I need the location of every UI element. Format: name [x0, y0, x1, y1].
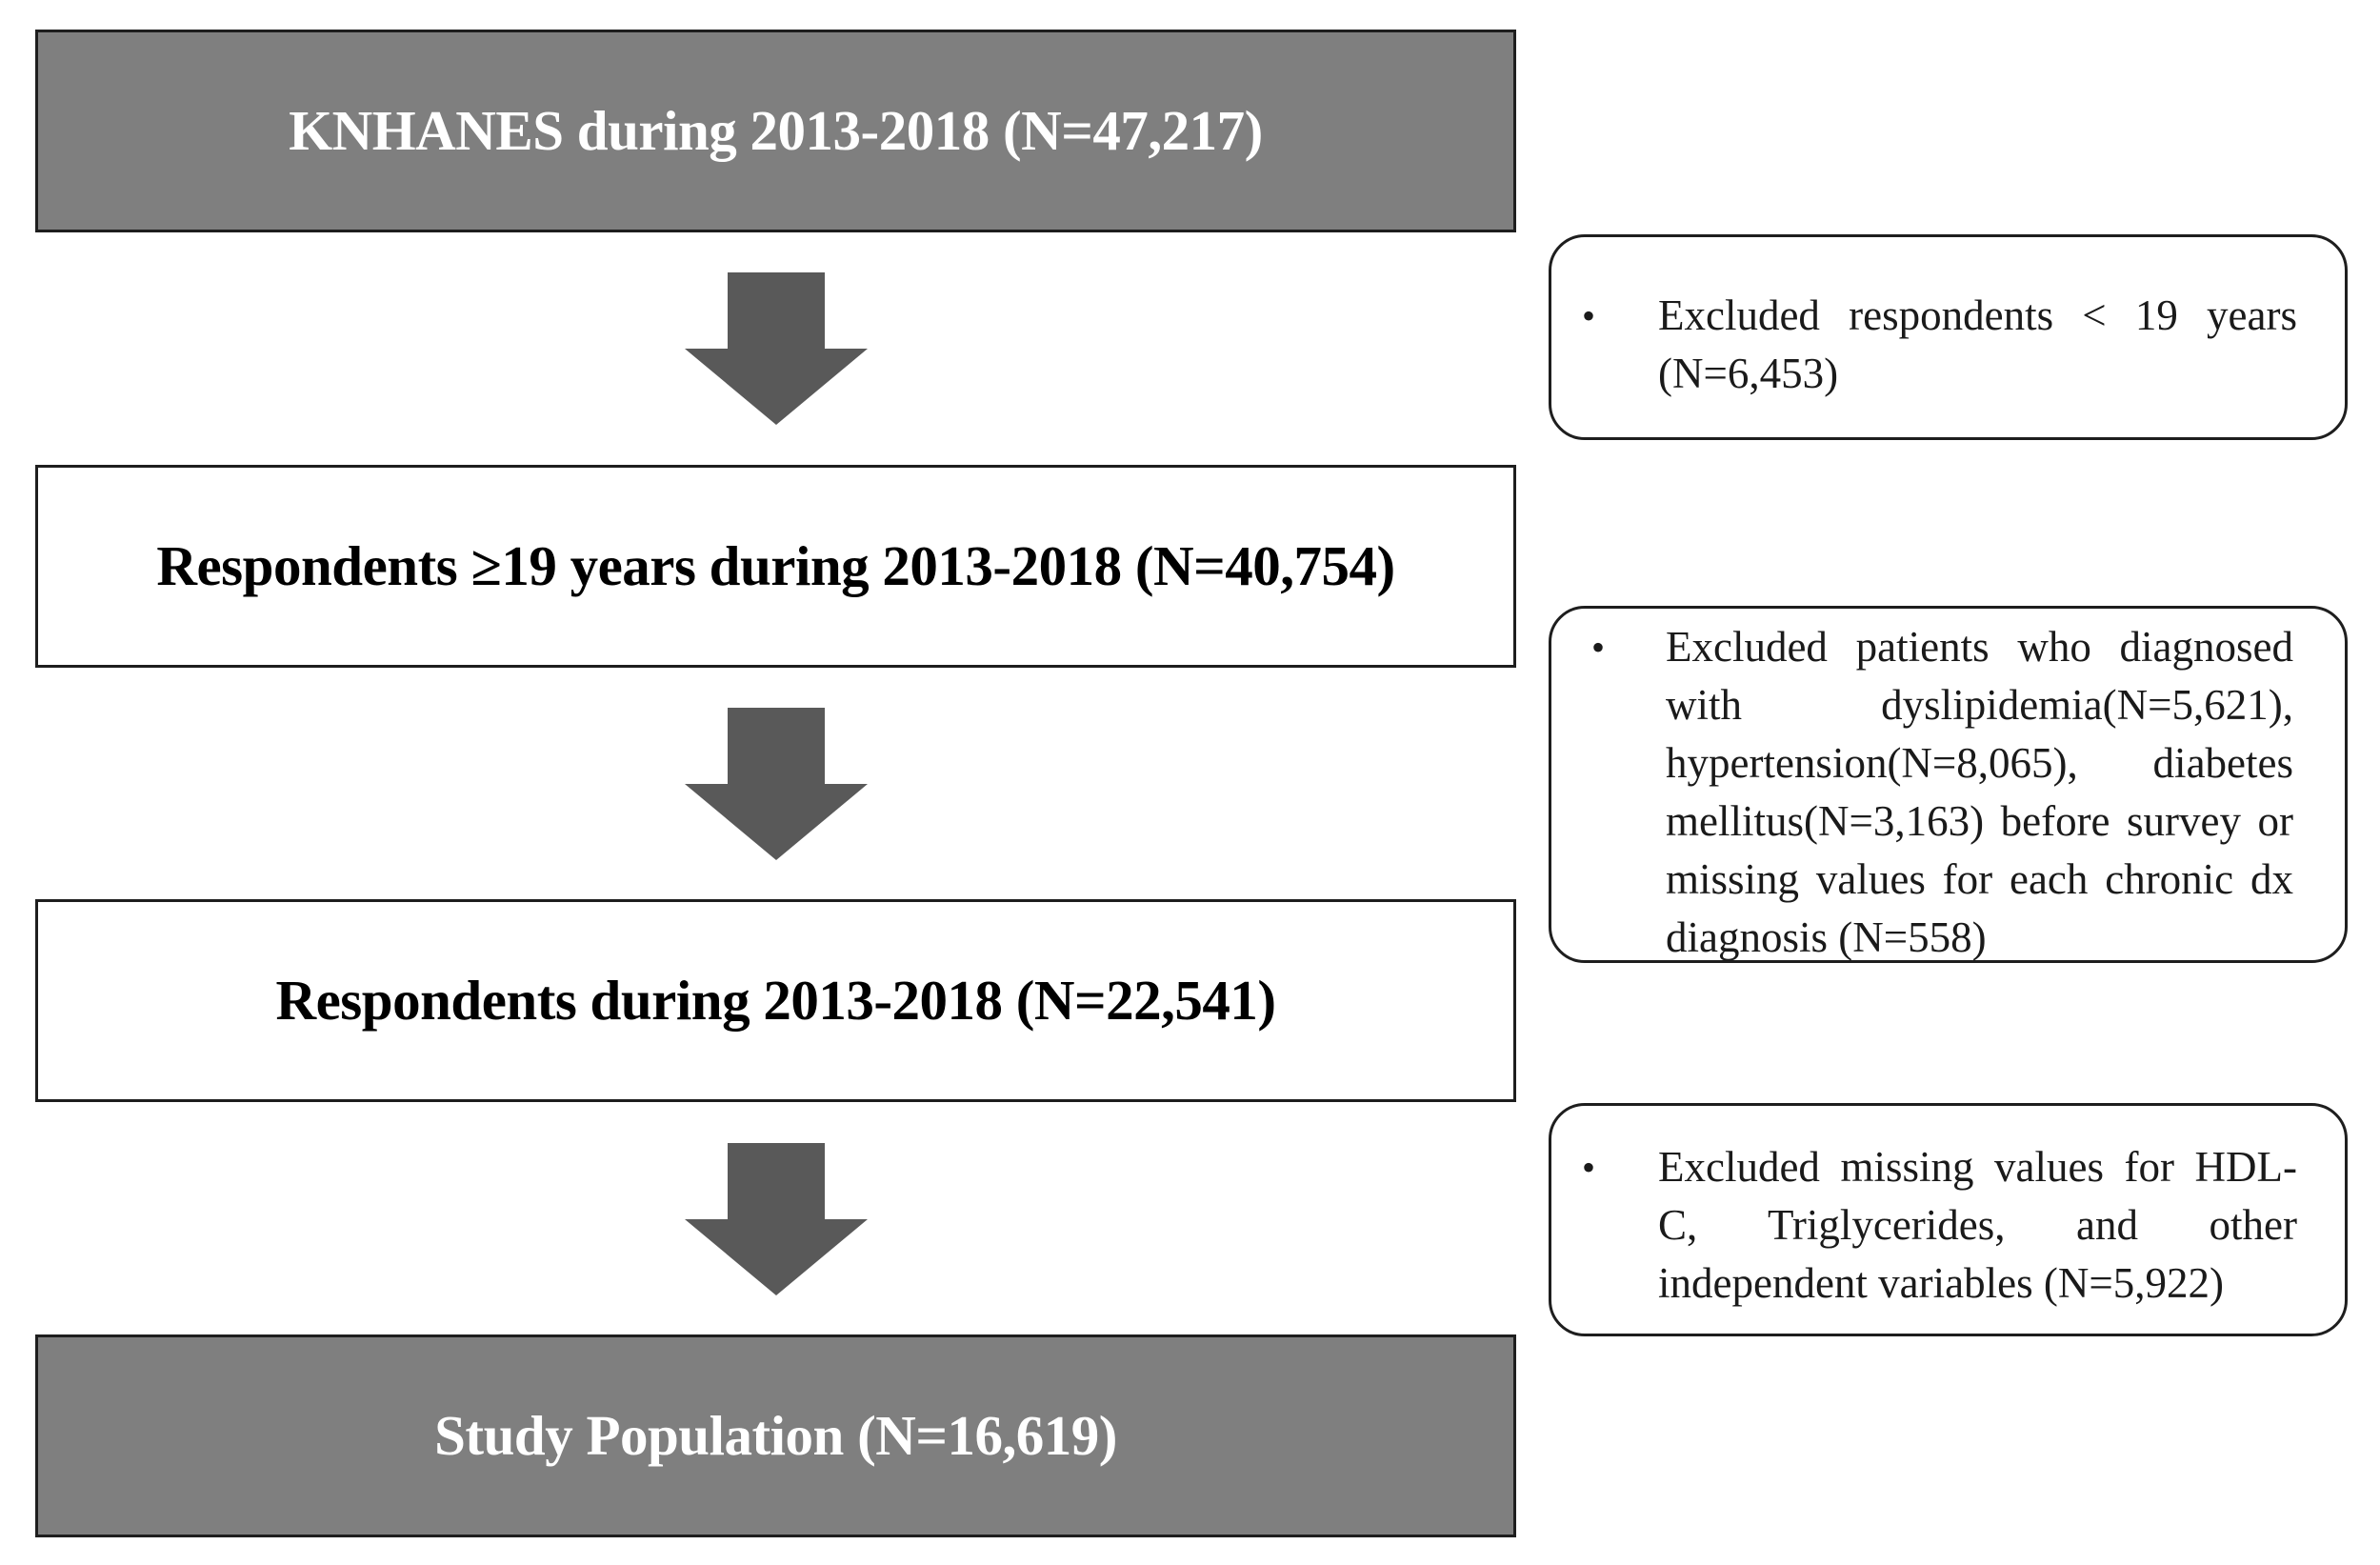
exclusion-text: Excluded patients who diagnosed with dyslipidemia(N=5,621), hypertension(N=8,065), diabetes mellitus(N=3,163) before survey or missing values for each chronic dx diagnosis (N=558) [1666, 623, 2293, 961]
bullet-icon: • [1591, 626, 1606, 669]
flow-step-label: Study Population (N=16,619) [434, 1404, 1117, 1467]
flow-step-knhanes [35, 30, 1516, 232]
down-arrow-icon [685, 272, 868, 425]
flow-step-adults [35, 465, 1516, 668]
exclusion-text: Excluded missing values for HDL-C, Triglycerides, and other independent variables (N=5,922) [1658, 1143, 2297, 1307]
exclusion-note-age [1549, 234, 2348, 440]
flow-step-study-population [35, 1334, 1516, 1537]
down-arrow-icon [685, 1143, 868, 1295]
flow-step-label: Respondents ≥19 years during 2013-2018 (N=40,754) [156, 534, 1395, 597]
flow-step-label: KNHANES during 2013-2018 (N=47,217) [289, 99, 1263, 162]
flow-step-respondents [35, 899, 1516, 1102]
bullet-icon: • [1582, 1146, 1596, 1189]
flow-step-label: Respondents during 2013-2018 (N=22,541) [275, 969, 1276, 1032]
exclusion-note-missing-values [1549, 1103, 2348, 1336]
down-arrow-icon [685, 708, 868, 860]
bullet-icon: • [1582, 294, 1596, 337]
exclusion-text: Excluded respondents < 19 years (N=6,453) [1658, 291, 2297, 397]
exclusion-note-chronic-dx [1549, 606, 2348, 963]
